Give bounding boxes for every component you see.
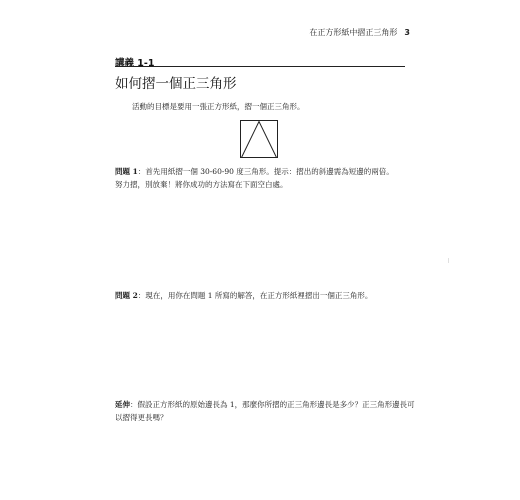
- running-title: 在正方形紙中摺正三角形: [309, 28, 398, 37]
- question-1-line-1: [115, 166, 415, 179]
- scan-mark: [448, 258, 449, 263]
- question-1-text: ：首先用紙摺一個 30-60-90 度三角形。提示：摺出的斜邊需為短邊的兩倍。: [137, 167, 394, 176]
- extension-line-2: 以摺得更長嗎？: [115, 412, 168, 422]
- running-header: [309, 27, 410, 38]
- title-divider: [115, 66, 405, 67]
- extension-line-1: [115, 399, 415, 412]
- handout-label: 講義 1-1: [115, 58, 155, 69]
- intro-text: 活動的目標是要用一張正方形紙，摺一個正三角形。: [132, 102, 305, 111]
- question-2-text: ：現在，用你在問題 1 所寫的解答，在正方形紙裡摺出一個正三角形。: [137, 291, 373, 300]
- question-2: [115, 290, 415, 303]
- extension-question: [115, 399, 415, 424]
- page-number: 3: [404, 28, 410, 37]
- page-title: 如何摺一個正三角形: [115, 76, 237, 92]
- question-2-label: 問題 2: [115, 291, 138, 300]
- question-1-label: 問題 1: [115, 167, 138, 176]
- extension-text: ：假設正方形紙的原始邊長為 1，那麼你所摺的正三角形邊長是多少？正三角形邊長可: [130, 400, 415, 409]
- triangle-outline: [242, 122, 277, 158]
- question-1: [115, 166, 415, 191]
- extension-label: 延伸: [115, 400, 130, 409]
- square-with-inscribed-triangle-icon: [240, 120, 278, 158]
- square-outline: [241, 121, 278, 158]
- question-2-line-1: [115, 290, 415, 303]
- question-1-line-2: 努力摺，別放棄！將你成功的方法寫在下面空白處。: [115, 179, 288, 189]
